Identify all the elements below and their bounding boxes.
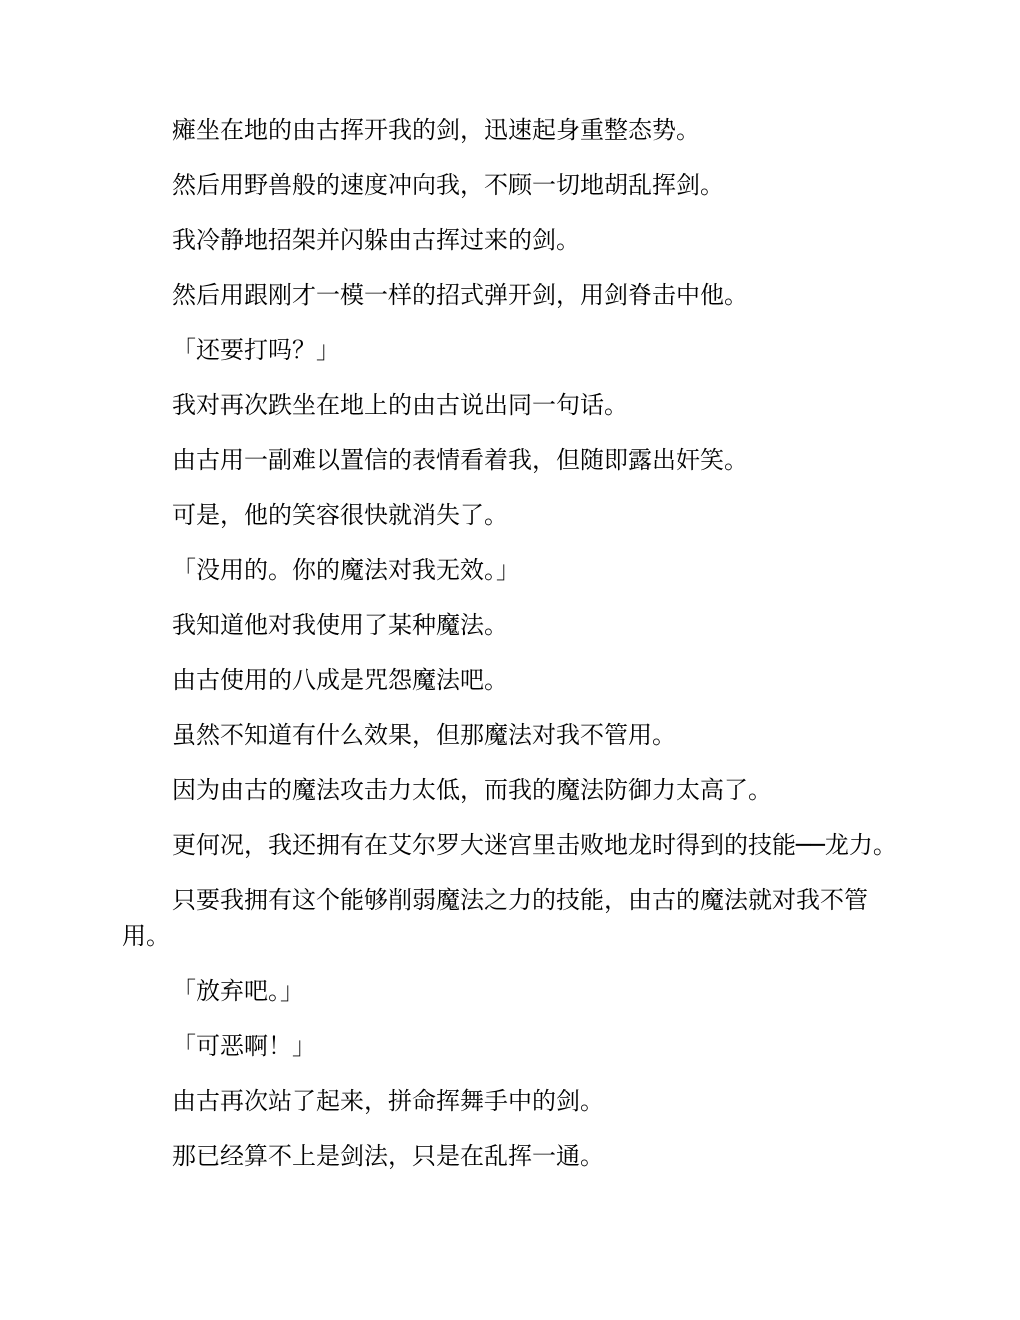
body-text <box>122 112 902 1193</box>
paragraph: 我对再次跌坐在地上的由古说出同一句话。 <box>172 391 628 419</box>
paragraph: 因为由古的魔法攻击力太低，而我的魔法防御力太高了。 <box>172 776 772 804</box>
paragraph: 由古用一副难以置信的表情看着我，但随即露出奸笑。 <box>172 446 748 474</box>
paragraph: 「还要打吗？」 <box>172 336 340 364</box>
paragraph: 我知道他对我使用了某种魔法。 <box>172 611 508 639</box>
paragraph: 然后用跟刚才一模一样的招式弹开剑，用剑脊击中他。 <box>172 281 748 309</box>
paragraph: 虽然不知道有什么效果，但那魔法对我不管用。 <box>172 721 676 749</box>
paragraph: 「放弃吧。」 <box>172 977 304 1005</box>
paragraph: 只要我拥有这个能够削弱魔法之力的技能，由古的魔法就对我不管用。 <box>122 886 868 950</box>
paragraph: 我冷静地招架并闪躲由古挥过来的剑。 <box>172 226 580 254</box>
paragraph: 那已经算不上是剑法，只是在乱挥一通。 <box>172 1142 604 1170</box>
paragraph: 瘫坐在地的由古挥开我的剑，迅速起身重整态势。 <box>172 116 700 144</box>
paragraph: 更何况，我还拥有在艾尔罗大迷宫里击败地龙时得到的技能──龙力。 <box>172 831 897 859</box>
paragraph: 「没用的。你的魔法对我无效。」 <box>172 556 520 584</box>
paragraph: 由古再次站了起来，拼命挥舞手中的剑。 <box>172 1087 604 1115</box>
paragraph: 「可恶啊！」 <box>172 1032 316 1060</box>
paragraph: 可是，他的笑容很快就消失了。 <box>172 501 508 529</box>
paragraph: 然后用野兽般的速度冲向我，不顾一切地胡乱挥剑。 <box>172 171 724 199</box>
paragraph: 由古使用的八成是咒怨魔法吧。 <box>172 666 508 694</box>
